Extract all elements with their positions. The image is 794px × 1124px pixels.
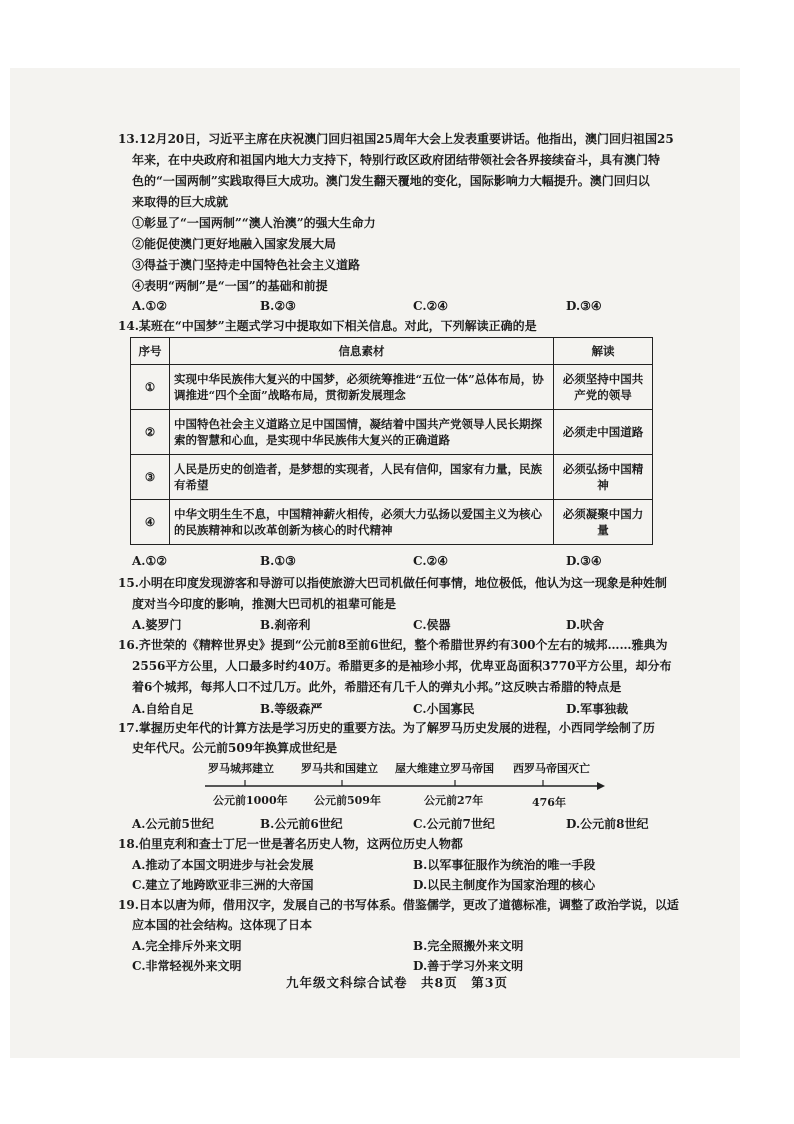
q15-option-d[interactable]: D.吠舍 [566, 618, 605, 632]
q19-option-b[interactable]: B.完全照搬外来文明 [413, 939, 524, 953]
q19-line: 19.日本以唐为师，借用汉字，发展自己的书写体系。借鉴儒学，更改了道德标准，调整了政治学说，以适 [118, 898, 679, 912]
q19-line: 应本国的社会结构。这体现了日本 [132, 918, 313, 932]
q15-option-b[interactable]: B.刹帝利 [260, 618, 311, 632]
q15-option-c[interactable]: C.侯器 [413, 618, 451, 632]
q16-option-d[interactable]: D.军事独裁 [566, 702, 629, 716]
row-interp: 必须弘扬中国精神 [554, 455, 653, 500]
q13-statement: ③得益于澳门坚持走中国特色社会主义道路 [132, 258, 361, 272]
q13-option-b[interactable]: B.②③ [260, 299, 296, 313]
q16-option-b[interactable]: B.等级森严 [260, 702, 323, 716]
row-interp: 必须凝聚中国力量 [554, 500, 653, 545]
q14-option-b[interactable]: B.①③ [260, 554, 296, 568]
q18-option-d[interactable]: D.以民主制度作为国家治理的核心 [413, 878, 596, 892]
q17-line: 史年代尺。公元前509年换算成世纪是 [132, 741, 338, 755]
row-no: ② [131, 410, 170, 455]
q19-option-a[interactable]: A.完全排斥外来文明 [132, 939, 242, 953]
q13-option-a[interactable]: A.①② [132, 299, 168, 313]
q13-option-d[interactable]: D.③④ [566, 299, 602, 313]
q13-statement: ④表明“两制”是“一国”的基础和前提 [132, 279, 328, 293]
row-info: 中国特色社会主义道路立足中国国情，凝结着中国共产党领导人民长期探索的智慧和心血，是实现中华民族伟大复兴的正确道路 [170, 410, 554, 455]
table-row [131, 365, 653, 410]
q17-option-a[interactable]: A.公元前5世纪 [132, 817, 214, 831]
q18-option-c[interactable]: C.建立了地跨欧亚非三洲的大帝国 [132, 878, 314, 892]
row-info: 实现中华民族伟大复兴的中国梦，必须统筹推进“五位一体”总体布局，协调推进“四个全面”战略布局，贯彻新发展理念 [170, 365, 554, 410]
row-no: ④ [131, 500, 170, 545]
q16-line: 2556平方公里，人口最多时约40万。希腊更多的是袖珍小邦，优卑亚岛面积3770平方公里，却分布 [132, 659, 672, 673]
q16-line: 着6个城邦，每邦人口不过几万。此外，希腊还有几千人的弹丸小邦。”这反映古希腊的特点是 [132, 680, 622, 694]
q14-option-c[interactable]: C.②④ [413, 554, 449, 568]
q16-line: 16.齐世荣的《精粹世界史》提到“公元前8至前6世纪，整个希腊世界约有300个左右的城邦……雅典为 [118, 638, 668, 652]
q13-line: 年来，在中央政府和祖国内地大力支持下，特别行政区政府团结带领社会各界接续奋斗，具有澳门特 [132, 153, 661, 167]
q13-option-c[interactable]: C.②④ [413, 299, 449, 313]
q17-option-b[interactable]: B.公元前6世纪 [260, 817, 343, 831]
table-row [131, 410, 653, 455]
timeline-axis [205, 778, 605, 792]
row-interp: 必须走中国道路 [554, 410, 653, 455]
q15-line: 度对当今印度的影响，推测大巴司机的祖辈可能是 [132, 597, 397, 611]
timeline-year: 476年 [532, 796, 566, 809]
q18-option-a[interactable]: A.推动了本国文明进步与社会发展 [132, 858, 314, 872]
header-no: 序号 [131, 338, 170, 365]
q14-option-a[interactable]: A.①② [132, 554, 168, 568]
header-interp: 解读 [554, 338, 653, 365]
q17-option-d[interactable]: D.公元前8世纪 [566, 817, 649, 831]
table-row [131, 500, 653, 545]
table-header-row [131, 338, 653, 365]
q15-option-a[interactable]: A.婆罗门 [132, 618, 182, 632]
q13-line: 13.12月20日，习近平主席在庆祝澳门回归祖国25周年大会上发表重要讲话。他指出，澳门回归祖国25 [118, 132, 674, 146]
timeline-event: 罗马共和国建立 [301, 762, 378, 775]
timeline-year: 公元前1000年 [213, 794, 288, 807]
q14-option-d[interactable]: D.③④ [566, 554, 602, 568]
row-no: ③ [131, 455, 170, 500]
timeline-event: 屋大维建立罗马帝国 [395, 762, 494, 775]
timeline-event: 西罗马帝国灭亡 [513, 762, 590, 775]
q18-stem: 18.伯里克利和查士丁尼一世是著名历史人物，这两位历史人物都 [118, 837, 463, 851]
table-row [131, 455, 653, 500]
timeline-event: 罗马城邦建立 [208, 762, 274, 775]
q16-option-a[interactable]: A.自给自足 [132, 702, 194, 716]
timeline-year: 公元前27年 [424, 794, 484, 807]
q18-option-b[interactable]: B.以军事征服作为统治的唯一手段 [413, 858, 596, 872]
row-no: ① [131, 365, 170, 410]
q13-line: 来取得的巨大成就 [132, 195, 229, 209]
q17-option-c[interactable]: C.公元前7世纪 [413, 817, 495, 831]
timeline-year: 公元前509年 [314, 794, 381, 807]
q13-statement: ①彰显了“一国两制”“澳人治澳”的强大生命力 [132, 216, 376, 230]
q17-line: 17.掌握历史年代的计算方法是学习历史的重要方法。为了解罗马历史发展的进程，小西同学绘制了历 [118, 721, 655, 735]
q13-statement: ②能促使澳门更好地融入国家发展大局 [132, 237, 337, 251]
row-info: 人民是历史的创造者，是梦想的实现者，人民有信仰，国家有力量，民族有希望 [170, 455, 554, 500]
q19-option-d[interactable]: D.善于学习外来文明 [413, 959, 524, 973]
page-footer: 九年级文科综合试卷 共8页 第3页 [286, 975, 508, 990]
q19-option-c[interactable]: C.非常轻视外来文明 [132, 959, 242, 973]
row-interp: 必须坚持中国共产党的领导 [554, 365, 653, 410]
row-info: 中华文明生生不息，中国精神薪火相传，必须大力弘扬以爱国主义为核心的民族精神和以改革创新为核心的时代精神 [170, 500, 554, 545]
q14-info-table [130, 337, 653, 545]
q14-stem: 14.某班在“中国梦”主题式学习中提取如下相关信息。对此，下列解读正确的是 [118, 319, 537, 333]
header-info: 信息素材 [170, 338, 554, 365]
q15-line: 15.小明在印度发现游客和导游可以指使旅游大巴司机做任何事情，地位极低，他认为这一现象是种姓制 [118, 576, 667, 590]
q16-option-c[interactable]: C.小国寡民 [413, 702, 475, 716]
q13-line: 色的“一国两制”实践取得巨大成功。澳门发生翻天覆地的变化，国际影响力大幅提升。澳门回归以 [132, 174, 650, 188]
